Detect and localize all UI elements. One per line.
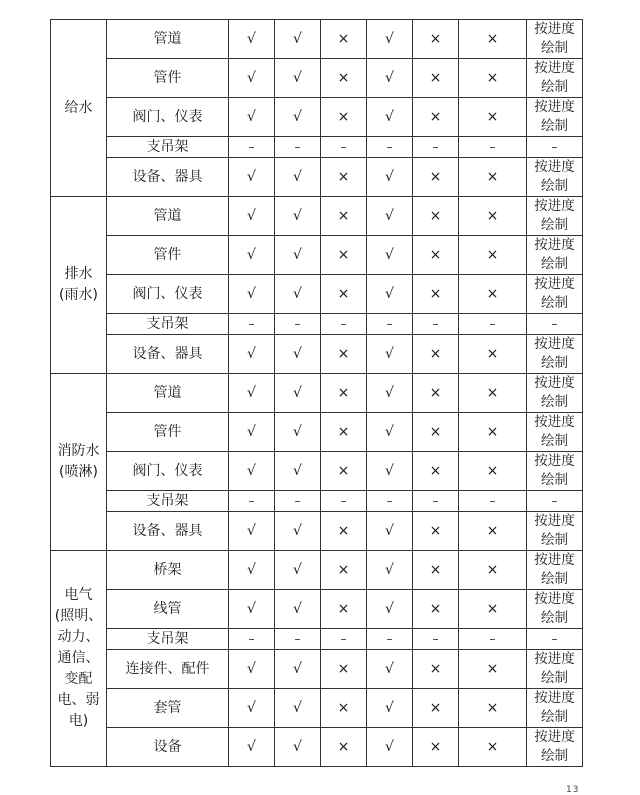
cross-mark-cell: ×: [413, 728, 459, 767]
check-mark-cell: √: [275, 551, 321, 590]
check-mark-cell: √: [367, 728, 413, 767]
element-name-cell: 支吊架: [107, 314, 229, 335]
dash-cell: –: [321, 629, 367, 650]
cross-mark-cell: ×: [459, 98, 527, 137]
element-name-cell: 管道: [107, 197, 229, 236]
cross-mark-cell: ×: [459, 20, 527, 59]
dash-cell: –: [229, 629, 275, 650]
remark-cell: 按进度 绘制: [527, 551, 583, 590]
cross-mark-cell: ×: [321, 197, 367, 236]
cross-mark-cell: ×: [413, 689, 459, 728]
table-row: [51, 137, 583, 158]
check-mark-cell: √: [275, 590, 321, 629]
cross-mark-cell: ×: [321, 275, 367, 314]
cross-mark-cell: ×: [321, 551, 367, 590]
remark-cell: 按进度 绘制: [527, 689, 583, 728]
dash-cell: –: [459, 629, 527, 650]
element-name-cell: 设备: [107, 728, 229, 767]
check-mark-cell: √: [229, 275, 275, 314]
dash-cell: –: [367, 491, 413, 512]
remark-cell: 按进度 绘制: [527, 452, 583, 491]
element-name-cell: 桥架: [107, 551, 229, 590]
check-mark-cell: √: [367, 20, 413, 59]
check-mark-cell: √: [229, 335, 275, 374]
dash-cell: –: [413, 491, 459, 512]
dash-cell: –: [367, 314, 413, 335]
element-name-cell: 管件: [107, 59, 229, 98]
remark-cell: –: [527, 491, 583, 512]
cross-mark-cell: ×: [459, 728, 527, 767]
table-row: [51, 275, 583, 314]
table-row: [51, 551, 583, 590]
check-mark-cell: √: [229, 374, 275, 413]
element-name-cell: 线管: [107, 590, 229, 629]
cross-mark-cell: ×: [321, 728, 367, 767]
dash-cell: –: [413, 314, 459, 335]
check-mark-cell: √: [275, 452, 321, 491]
element-name-cell: 支吊架: [107, 137, 229, 158]
dash-cell: –: [229, 491, 275, 512]
cross-mark-cell: ×: [413, 275, 459, 314]
cross-mark-cell: ×: [321, 689, 367, 728]
cross-mark-cell: ×: [459, 689, 527, 728]
system-name-cell: 消防水 (喷淋): [51, 374, 107, 551]
element-name-cell: 阀门、仪表: [107, 452, 229, 491]
cross-mark-cell: ×: [321, 59, 367, 98]
check-mark-cell: √: [367, 236, 413, 275]
check-mark-cell: √: [275, 98, 321, 137]
table-row: [51, 452, 583, 491]
dash-cell: –: [229, 314, 275, 335]
check-mark-cell: √: [229, 551, 275, 590]
table-row: [51, 374, 583, 413]
cross-mark-cell: ×: [413, 650, 459, 689]
check-mark-cell: √: [367, 275, 413, 314]
check-mark-cell: √: [367, 650, 413, 689]
dash-cell: –: [413, 137, 459, 158]
table-row: [51, 335, 583, 374]
dash-cell: –: [275, 137, 321, 158]
check-mark-cell: √: [275, 374, 321, 413]
cross-mark-cell: ×: [413, 512, 459, 551]
remark-cell: 按进度 绘制: [527, 158, 583, 197]
check-mark-cell: √: [275, 335, 321, 374]
table-row: [51, 650, 583, 689]
cross-mark-cell: ×: [321, 236, 367, 275]
check-mark-cell: √: [367, 512, 413, 551]
cross-mark-cell: ×: [459, 374, 527, 413]
dash-cell: –: [459, 314, 527, 335]
cross-mark-cell: ×: [321, 374, 367, 413]
check-mark-cell: √: [229, 728, 275, 767]
check-mark-cell: √: [367, 374, 413, 413]
cross-mark-cell: ×: [321, 650, 367, 689]
check-mark-cell: √: [367, 413, 413, 452]
remark-cell: 按进度 绘制: [527, 728, 583, 767]
cross-mark-cell: ×: [459, 512, 527, 551]
check-mark-cell: √: [229, 59, 275, 98]
table-row: [51, 314, 583, 335]
check-mark-cell: √: [367, 551, 413, 590]
check-mark-cell: √: [229, 452, 275, 491]
dash-cell: –: [413, 629, 459, 650]
check-mark-cell: √: [367, 689, 413, 728]
table-row: [51, 98, 583, 137]
check-mark-cell: √: [275, 689, 321, 728]
table-row: [51, 629, 583, 650]
check-mark-cell: √: [367, 590, 413, 629]
remark-cell: –: [527, 629, 583, 650]
element-name-cell: 支吊架: [107, 491, 229, 512]
check-mark-cell: √: [229, 689, 275, 728]
check-mark-cell: √: [275, 413, 321, 452]
table-row: [51, 491, 583, 512]
dash-cell: –: [367, 629, 413, 650]
dash-cell: –: [275, 629, 321, 650]
cross-mark-cell: ×: [321, 20, 367, 59]
table-row: [51, 59, 583, 98]
dash-cell: –: [459, 491, 527, 512]
element-name-cell: 套管: [107, 689, 229, 728]
table-row: [51, 20, 583, 59]
check-mark-cell: √: [229, 20, 275, 59]
check-mark-cell: √: [275, 59, 321, 98]
check-mark-cell: √: [367, 335, 413, 374]
cross-mark-cell: ×: [413, 98, 459, 137]
dash-cell: –: [321, 314, 367, 335]
element-name-cell: 管道: [107, 20, 229, 59]
remark-cell: 按进度 绘制: [527, 335, 583, 374]
element-name-cell: 设备、器具: [107, 335, 229, 374]
system-name-cell: 给水: [51, 20, 107, 197]
cross-mark-cell: ×: [459, 59, 527, 98]
check-mark-cell: √: [275, 236, 321, 275]
element-name-cell: 连接件、配件: [107, 650, 229, 689]
cross-mark-cell: ×: [413, 335, 459, 374]
cross-mark-cell: ×: [413, 590, 459, 629]
remark-cell: –: [527, 314, 583, 335]
check-mark-cell: √: [229, 197, 275, 236]
page-number: 13: [566, 785, 580, 795]
remark-cell: 按进度 绘制: [527, 197, 583, 236]
check-mark-cell: √: [367, 98, 413, 137]
remark-cell: 按进度 绘制: [527, 650, 583, 689]
table-row: [51, 413, 583, 452]
check-mark-cell: √: [275, 650, 321, 689]
cross-mark-cell: ×: [459, 551, 527, 590]
element-name-cell: 管件: [107, 236, 229, 275]
table-row: [51, 512, 583, 551]
remark-cell: 按进度 绘制: [527, 590, 583, 629]
check-mark-cell: √: [367, 158, 413, 197]
dash-cell: –: [321, 491, 367, 512]
element-name-cell: 阀门、仪表: [107, 98, 229, 137]
remark-cell: 按进度 绘制: [527, 59, 583, 98]
cross-mark-cell: ×: [459, 197, 527, 236]
element-name-cell: 设备、器具: [107, 512, 229, 551]
check-mark-cell: √: [367, 452, 413, 491]
cross-mark-cell: ×: [459, 275, 527, 314]
element-name-cell: 管道: [107, 374, 229, 413]
check-mark-cell: √: [229, 413, 275, 452]
cross-mark-cell: ×: [459, 452, 527, 491]
model-elements-table: [50, 19, 583, 767]
table-row: [51, 197, 583, 236]
check-mark-cell: √: [275, 197, 321, 236]
table-row: [51, 728, 583, 767]
table-row: [51, 689, 583, 728]
element-name-cell: 设备、器具: [107, 158, 229, 197]
cross-mark-cell: ×: [459, 650, 527, 689]
remark-cell: 按进度 绘制: [527, 275, 583, 314]
remark-cell: 按进度 绘制: [527, 413, 583, 452]
remark-cell: 按进度 绘制: [527, 374, 583, 413]
cross-mark-cell: ×: [413, 59, 459, 98]
system-name-cell: 排水 (雨水): [51, 197, 107, 374]
cross-mark-cell: ×: [321, 452, 367, 491]
element-name-cell: 阀门、仪表: [107, 275, 229, 314]
cross-mark-cell: ×: [321, 158, 367, 197]
remark-cell: 按进度 绘制: [527, 20, 583, 59]
cross-mark-cell: ×: [459, 413, 527, 452]
system-name-cell: 电气 (照明、 动力、 通信、 变配 电、弱 电): [51, 551, 107, 767]
cross-mark-cell: ×: [413, 158, 459, 197]
table-row: [51, 158, 583, 197]
cross-mark-cell: ×: [459, 590, 527, 629]
cross-mark-cell: ×: [413, 413, 459, 452]
cross-mark-cell: ×: [321, 335, 367, 374]
dash-cell: –: [229, 137, 275, 158]
check-mark-cell: √: [229, 98, 275, 137]
cross-mark-cell: ×: [321, 98, 367, 137]
check-mark-cell: √: [229, 512, 275, 551]
check-mark-cell: √: [275, 512, 321, 551]
check-mark-cell: √: [275, 20, 321, 59]
check-mark-cell: √: [275, 728, 321, 767]
remark-cell: 按进度 绘制: [527, 98, 583, 137]
cross-mark-cell: ×: [413, 551, 459, 590]
element-name-cell: 管件: [107, 413, 229, 452]
cross-mark-cell: ×: [413, 374, 459, 413]
cross-mark-cell: ×: [413, 20, 459, 59]
cross-mark-cell: ×: [321, 512, 367, 551]
dash-cell: –: [367, 137, 413, 158]
dash-cell: –: [275, 314, 321, 335]
check-mark-cell: √: [367, 59, 413, 98]
cross-mark-cell: ×: [413, 236, 459, 275]
check-mark-cell: √: [275, 275, 321, 314]
cross-mark-cell: ×: [321, 413, 367, 452]
check-mark-cell: √: [229, 236, 275, 275]
table-row: [51, 590, 583, 629]
cross-mark-cell: ×: [459, 335, 527, 374]
remark-cell: –: [527, 137, 583, 158]
dash-cell: –: [321, 137, 367, 158]
check-mark-cell: √: [367, 197, 413, 236]
table-row: [51, 236, 583, 275]
cross-mark-cell: ×: [459, 236, 527, 275]
table-body: [51, 20, 583, 767]
check-mark-cell: √: [229, 650, 275, 689]
check-mark-cell: √: [229, 158, 275, 197]
remark-cell: 按进度 绘制: [527, 512, 583, 551]
cross-mark-cell: ×: [413, 452, 459, 491]
element-name-cell: 支吊架: [107, 629, 229, 650]
cross-mark-cell: ×: [459, 158, 527, 197]
dash-cell: –: [459, 137, 527, 158]
cross-mark-cell: ×: [413, 197, 459, 236]
check-mark-cell: √: [275, 158, 321, 197]
check-mark-cell: √: [229, 590, 275, 629]
cross-mark-cell: ×: [321, 590, 367, 629]
dash-cell: –: [275, 491, 321, 512]
remark-cell: 按进度 绘制: [527, 236, 583, 275]
